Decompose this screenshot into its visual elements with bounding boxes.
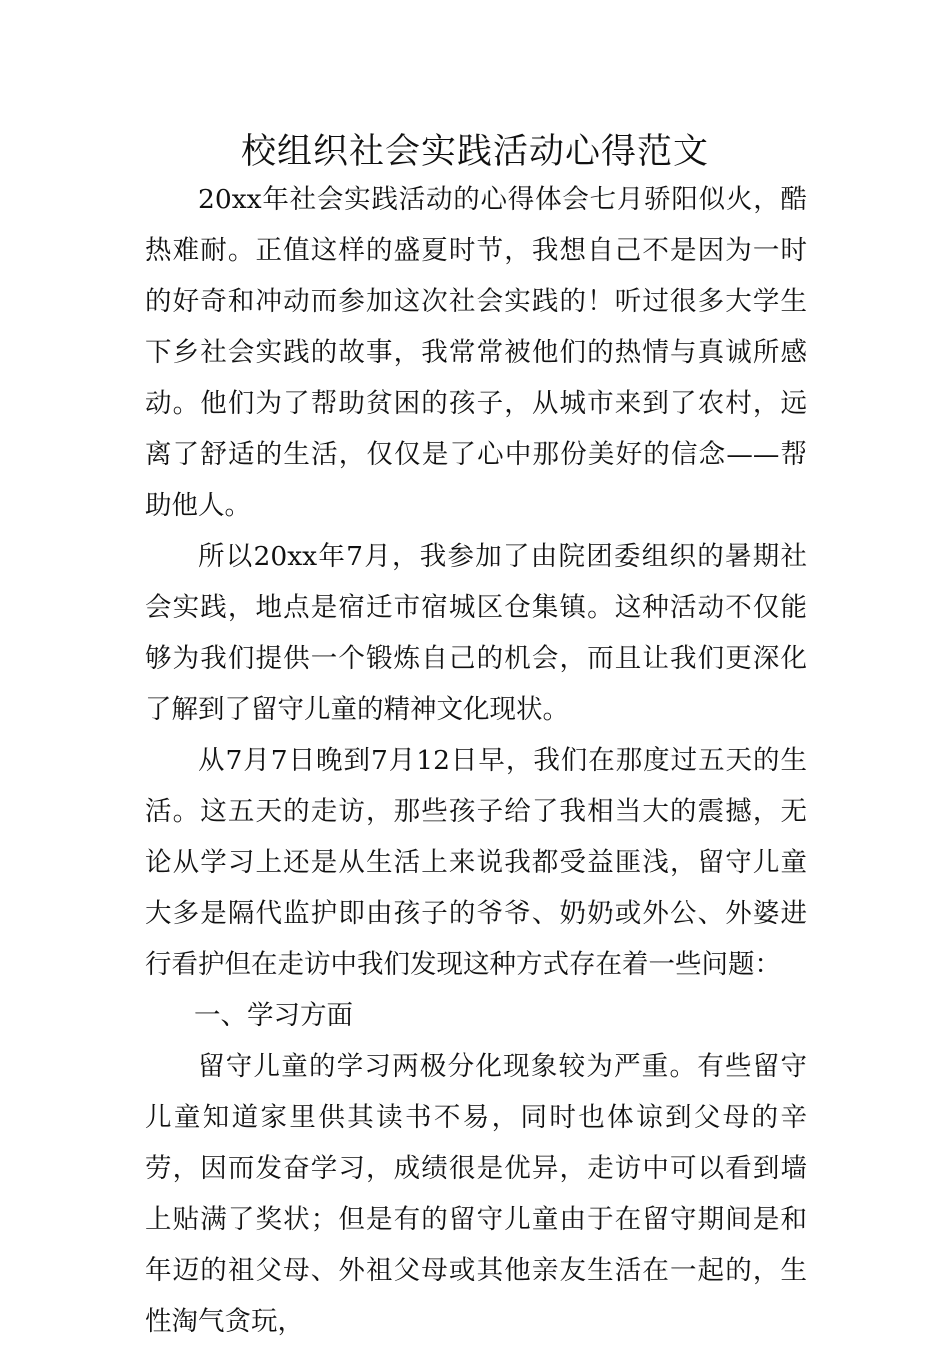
section-heading-study: 一、学习方面 bbox=[194, 1000, 353, 1031]
paragraph-july-practice: 所以20xx年7月，我参加了由院团委组织的暑期社会实践，地点是宿迁市宿城区仓集镇。这种活动不仅能够为我们提供一个锻炼自己的机会，而且让我们更深化了解到了留守儿童的精神文化现状。 bbox=[145, 541, 807, 725]
paragraph-five-days: 从7月7日晚到7月12日早，我们在那度过五天的生活。这五天的走访，那些孩子给了我相当大的震撼，无论从学习上还是从生活上来说我都受益匪浅，留守儿童大多是隔代监护即由孩子的爷爷、奶奶或外公、外婆进行看护但在走访中我们发现这种方式存在着一些问题： bbox=[145, 745, 807, 980]
document-body bbox=[145, 174, 807, 1347]
document-title: 校组织社会实践活动心得范文 bbox=[240, 132, 709, 172]
paragraph-study: 留守儿童的学习两极分化现象较为严重。有些留守儿童知道家里供其读书不易，同时也体谅到父母的辛劳，因而发奋学习，成绩很是优异，走访中可以看到墙上贴满了奖状；但是有的留守儿童由于在留守期间是和年迈的祖父母、外祖父母或其他亲友生活在一起的，生性淘气贪玩， bbox=[145, 1051, 807, 1337]
paragraph-intro: 20xx年社会实践活动的心得体会七月骄阳似火，酷热难耐。正值这样的盛夏时节，我想自己不是因为一时的好奇和冲动而参加这次社会实践的！听过很多大学生下乡社会实践的故事，我常常被他们的热情与真诚所感动。他们为了帮助贫困的孩子，从城市来到了农村，远离了舒适的生活，仅仅是了心中那份美好的信念——帮助他人。 bbox=[145, 184, 807, 521]
